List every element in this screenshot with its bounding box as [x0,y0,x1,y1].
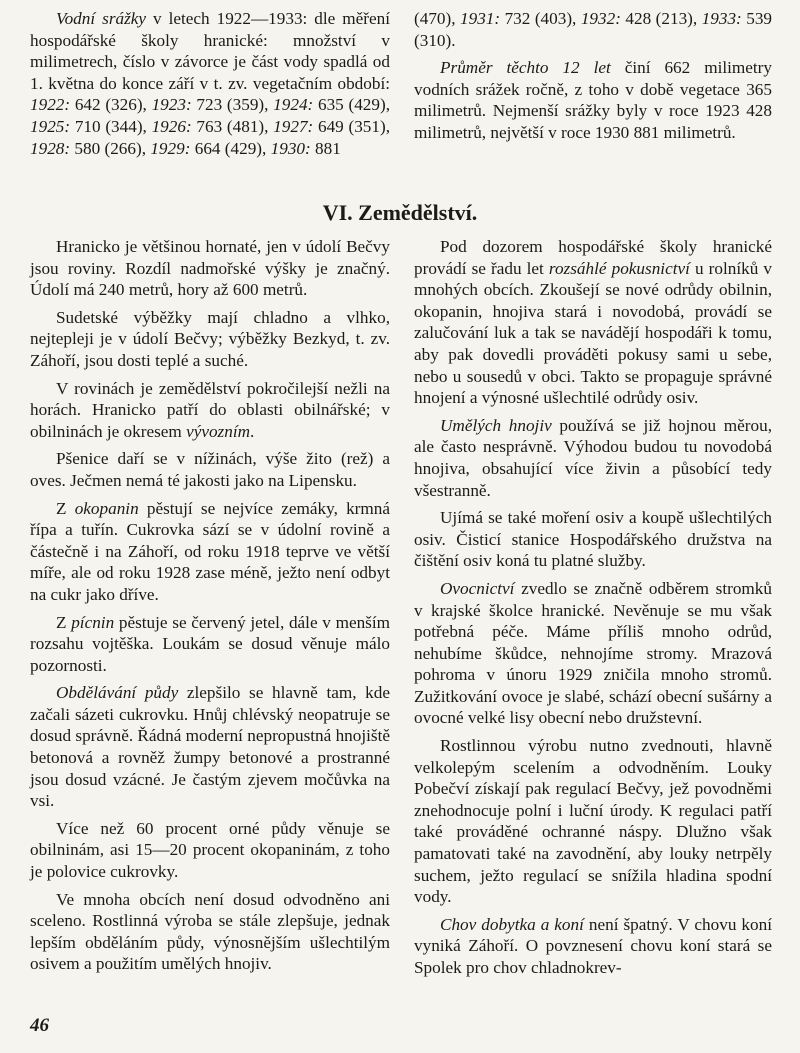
section-title: VI. Zemědělství. [322,200,478,225]
text: 763 (481), [191,116,274,136]
paragraph [414,578,772,729]
page-number: 46 [30,1015,49,1036]
text: Ve mnoha obcích není dosud odvodněno ani sceleno. Rostlinná výroba se stále zlepšuje, jednak lepším obděláním půdy, výnosnějším ušlechtilým osivem a použitím umělých hnojiv. [30,889,390,974]
text: 580 (266), [70,138,151,158]
italic-text: 1927: [273,116,314,136]
text: Pšenice daří se v nížinách, výše žito (rež) a oves. Ječmen nemá té jakosti jako na Lipensku. [30,449,390,490]
text: používá se již hojnou měrou, ale často nesprávně. Výhodou budou tu novodobá hnojiva, obsahující více živin a působící tedy všestranně. [414,415,772,500]
text: u rolníků v mnohých obcích. Zkoušejí se nové odrůdy obilnin, okopanin, hnojiva stará i novodobá, provádí se zalučování luk a tak se navádějí hospodáři k tomu, aby pak dovedli prováděti pokusy sami u sebe, nebo u sousedů v obci. Takto se propaguje správné hnojení a výnosné ušlechtilé odrůdy osiv. [414,258,772,408]
text: činí 662 milimetry vodních srážek ročně, z toho v době vegetace 365 milimetrů. Nejmenší srážky byly v roce 1923 428 milimetrů, největší v roce 1930 881 milimetrů. [414,58,772,142]
italic-text: 1933: [701,9,742,28]
text: Z [56,612,72,632]
paragraph [30,498,390,606]
italic-text: 1926: [151,116,192,136]
italic-text: 1925: [30,116,71,136]
paragraph [414,507,772,572]
italic-text: 1922: [30,95,71,115]
paragraph [414,8,772,51]
italic-text: Ovocnictví [440,578,515,598]
text: pěstují se nejvíce zemáky, krmná řípa a tuřín. Cukrovka sází se v údolní rovině a částečně i na Záhoří, od roku 1918 teprve ve větší míře, ale od roku 1928 zase méně, ježto není odbyt na cukr jako dříve. [30,498,390,604]
paragraph [30,448,390,491]
italic-text: 1931: [460,9,501,28]
italic-text: Obdělávání půdy [56,683,179,703]
paragraph [30,682,390,812]
text: 881 [310,138,341,158]
paragraph [414,735,772,908]
text: Rostlinnou výrobu nutno zvednouti, hlavně velkolepým scelením a odvodněním. Louky Pobečví získají pak regulací Bečvy, jež povodněmi znehodnocuje polní i luční úrody. K regulaci patří také prováděné ochranné náspy. Dlužno však pamatovati také na zavodnění, aby louky netrpěly suchem, ježto regulací se snížila hladina spodní vody. [414,736,772,907]
italic-text: okopanin [74,498,139,518]
text: Ujímá se také moření osiv a koupě ušlechtilých osiv. Čisticí stanice Hospodářského družstva na čištění osiv koná tu platné služby. [414,508,772,571]
italic-text: 1932: [580,9,621,28]
body-left-column [30,236,390,981]
text: v letech 1922—1933: dle měření hospodářské školy hranické: množství v milimetrech, číslo v závorce je část vody spadlá od 1. května do konce září v t. zv. vegetačním období: [30,9,390,93]
italic-text: pícnin [71,612,115,632]
text: 649 (351), [313,116,391,136]
italic-text: 1923: [151,95,192,115]
text: 710 (344), [70,116,152,136]
text: . [250,421,255,441]
text: 723 (359), [191,95,274,115]
italic-text: Průměr těchto 12 let [440,58,611,78]
text: Hranicko je většinou hornaté, jen v údolí Bečvy jsou roviny. Rozdíl nadmořské výšky je značný. Údolí má 240 metrů, hory až 600 metrů. [30,237,390,300]
paragraph [30,612,390,677]
text: zvedlo se značně odběrem stromků v krajské školce hranické. Nevěnuje se mu však potřebná péče. Máme příliš mnoho odrůd, nehubíme škůdce, nehnojíme stromy. Mrazová pohroma v únoru 1929 zničila mnoho stromů. Zužitkování ovoce je slabé, schází obecní sušárny a ovocné velké lisy obecní nebo družstevní. [414,578,772,728]
italic-text: 1928: [30,138,71,158]
text: zlepšilo se hlavně tam, kde začali sázeti cukrovku. Hnůj chlévský neopatruje se dosud správně. Řádná moderní nepropustná hnojiště betonová a rovněž žumpy betonové a prostranné jsou dosud vzácné. Je častým zjevem močůvka na vsi. [30,683,390,811]
text: 642 (326), [70,95,152,115]
text: Více než 60 procent orné půdy věnuje se obilninám, asi 15—20 procent okopaninám, z toho je polovice cukrovky. [30,818,390,882]
text: 732 (403), [500,9,581,28]
text: 539 (310). [414,9,773,50]
paragraph [414,914,772,979]
italic-text: Chov dobytka a koní [440,914,584,934]
paragraph [30,8,390,159]
body-right-column [414,236,772,985]
paragraph [414,57,772,143]
text: Z [56,498,75,518]
text: V rovinách je zemědělství pokročilejší nežli na horách. Hranicko patří do oblasti obilnářské; v obilninách je okresem [30,378,390,441]
top-left-column [30,8,390,165]
italic-text: 1924: [273,95,314,115]
paragraph [414,236,772,409]
text: 664 (429), [190,138,271,158]
italic-text: vývozním [186,421,251,441]
text: (470), [414,9,460,28]
paragraph [30,818,390,883]
paragraph [30,378,390,443]
italic-text: 1930: [270,138,311,158]
italic-text: Umělých hnojiv [440,415,552,435]
text: 428 (213), [620,9,702,28]
paragraph [30,889,390,975]
italic-text: 1929: [150,138,191,158]
italic-text: rozsáhlé pokusnictví [548,258,690,278]
text: Pod dozorem hospodářské školy hranické provádí se řadu let [414,237,772,278]
text: 635 (429), [313,95,391,115]
paragraph [30,236,390,301]
text: Sudetské výběžky mají chladno a vlhko, nejtepleji je v údolí Bečvy; výběžky Bezkyd, t. zv. Záhoří, jsou dosti teplé a suché. [30,307,390,370]
paragraph [30,307,390,372]
text: pěstuje se červený jetel, dále v menším rozsahu vojtěška. Loukám se dosud věnuje málo pozornosti. [30,612,390,675]
text: není špatný. V chovu koní vyniká Záhoří. O povznesení chovu koní stará se Spolek pro chov chladnokrev- [414,914,772,977]
italic-text: Vodní srážky [56,9,147,28]
top-right-column [414,8,772,150]
paragraph [414,415,772,501]
